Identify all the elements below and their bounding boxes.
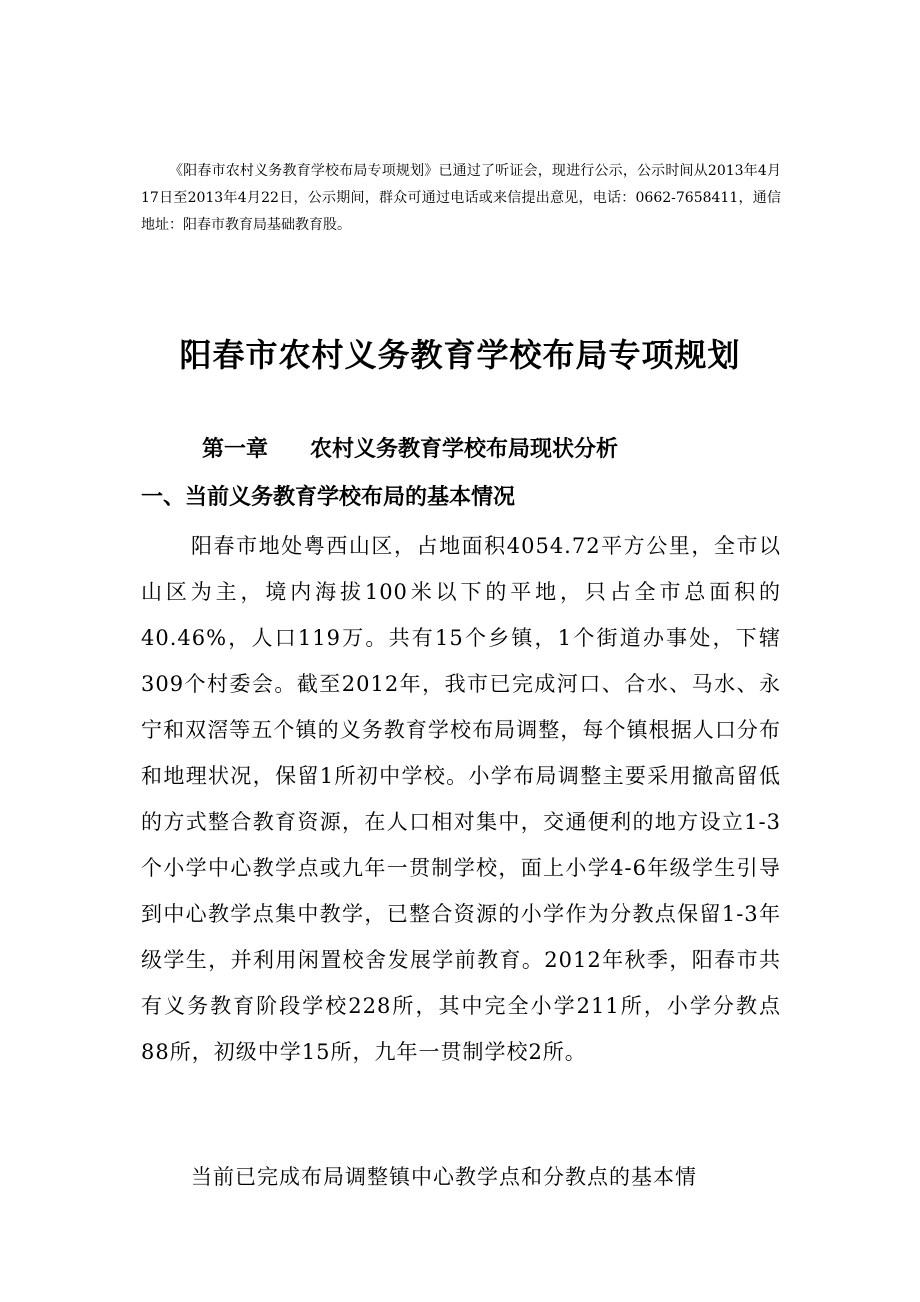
document-title: 阳春市农村义务教育学校布局专项规划 [179,336,741,374]
body-paragraph: 阳春市地处粤西山区，占地面积4054.72平方公里，全市以山区为主，境内海拔100米以下的平地，只占全市总面积的40.46%，人口119万。共有15个乡镇，1个街道办事处，下辖309个村委会。截至2012年，我市已完成河口、合水、马水、永宁和双滘等五个镇的义务教育学校布局调整，每个镇根据人口分布和地理状况，保留1所初中学校。小学布局调整主要采用撤高留低的方式整合教育资源，在人口相对集中，交通便利的地方设立1-3个小学中心教学点或九年一贯制学校，面上小学4-6年级学生引导到中心教学点集中教学，已整合资源的小学作为分教点保留1-3年级学生，并利用闲置校舍发展学前教育。2012年秋季，阳春市共有义务教育阶段学校228所，其中完全小学211所，小学分教点88所，初级中学15所，九年一贯制学校2所。 [141,534,781,1064]
chapter-number: 第一章 [202,436,269,462]
body-paragraph: 当前已完成布局调整镇中心教学点和分教点的基本情 [191,1165,697,1189]
public-notice: 《阳春市农村义务教育学校布局专项规划》已通过了听证会，现进行公示，公示时间从2013年4月17日至2013年4月22日，公示期间，群众可通过电话或来信提出意见，电话：0662-7658411，通信地址：阳春市教育局基础教育股。 [141,163,781,233]
section-heading: 一、当前义务教育学校布局的基本情况 [141,484,516,510]
chapter-heading [202,432,802,463]
chapter-title: 农村义务教育学校布局现状分析 [310,436,619,462]
